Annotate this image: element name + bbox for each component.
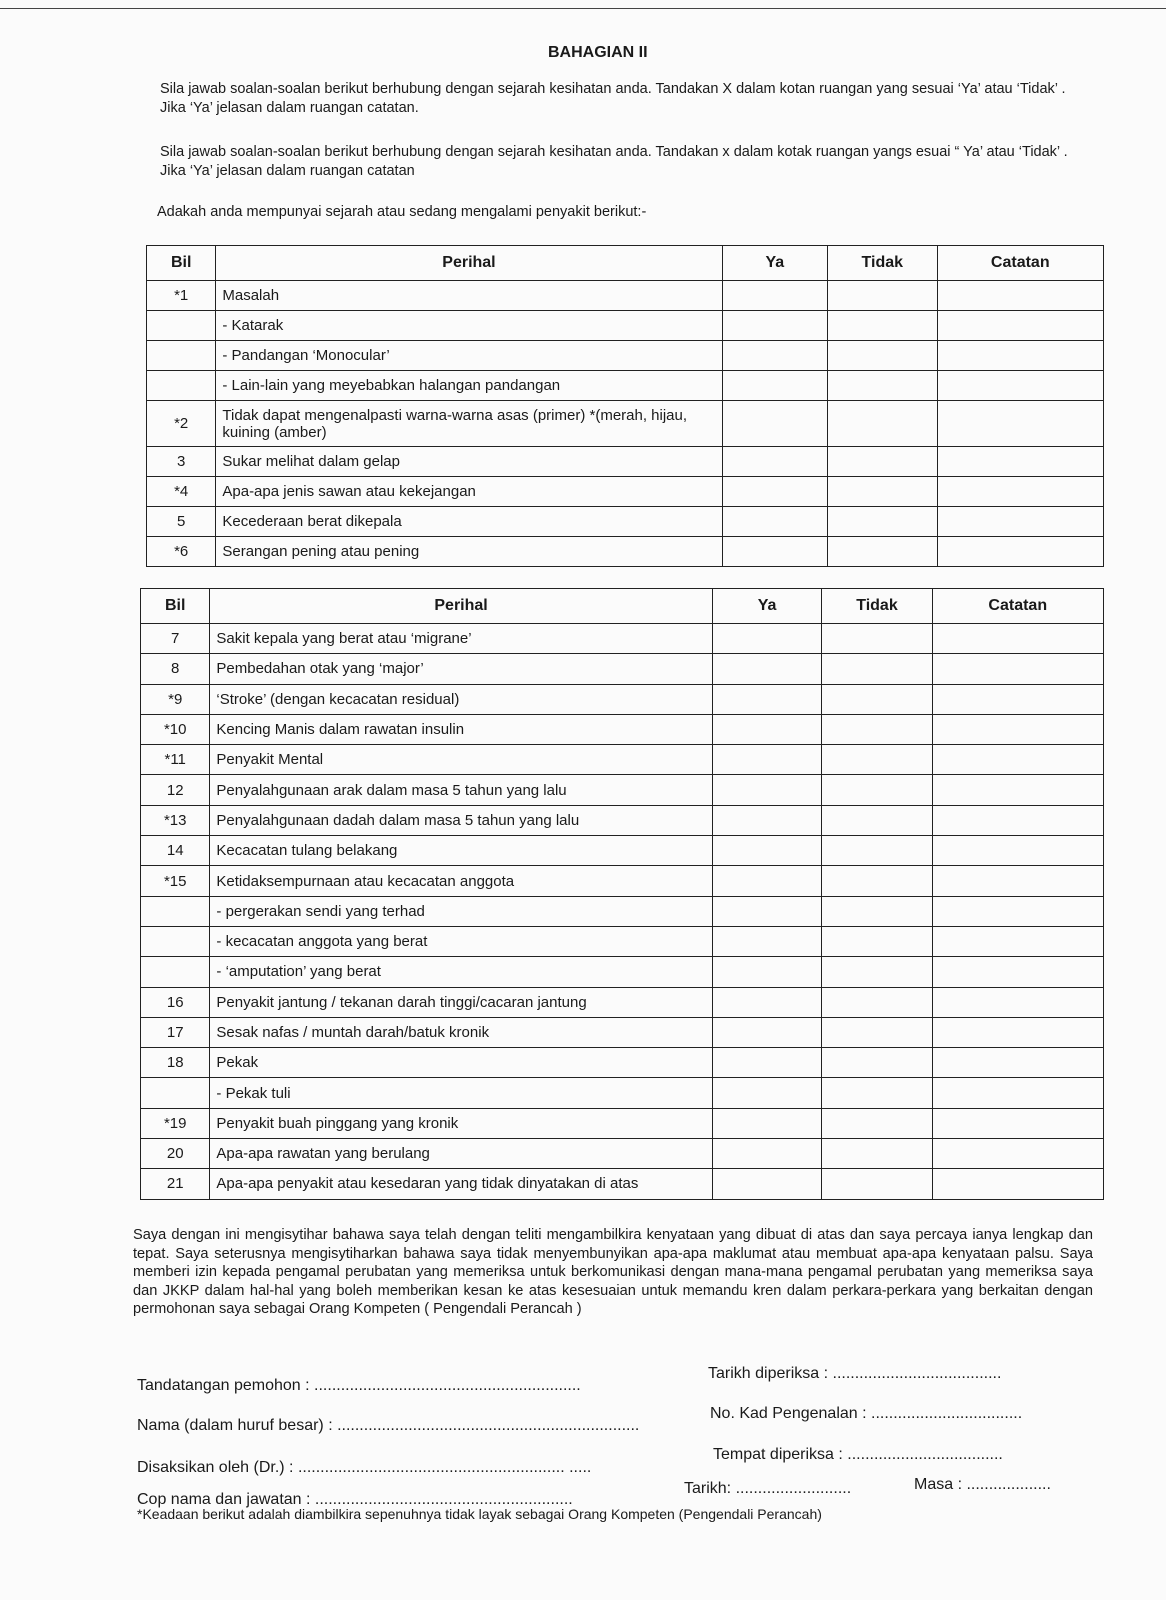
- tidak-checkbox-cell[interactable]: [822, 1139, 932, 1169]
- tidak-checkbox-cell[interactable]: [828, 477, 937, 507]
- tidak-checkbox-cell[interactable]: [828, 447, 937, 477]
- ya-checkbox-cell[interactable]: [712, 805, 822, 835]
- column-header: Catatan: [932, 589, 1103, 624]
- row-number: *11: [141, 745, 210, 775]
- ya-checkbox-cell[interactable]: [712, 654, 822, 684]
- tidak-checkbox-cell[interactable]: [828, 281, 937, 311]
- instruction-1: Sila jawab soalan-soalan berikut berhubung dengan sejarah kesihatan anda. Tandakan X dalam kotan ruangan yang sesuai ‘Ya’ atau ‘Tidak’ . Jika ‘Ya’ jelasan dalam ruangan catatan.: [160, 81, 1066, 116]
- catatan-cell[interactable]: [937, 537, 1103, 567]
- table-row: [141, 1108, 1104, 1138]
- table-row: [141, 805, 1104, 835]
- table-row: [147, 311, 1104, 341]
- row-number: *6: [147, 537, 216, 567]
- row-number: *4: [147, 477, 216, 507]
- row-description: Kecacatan tulang belakang: [210, 836, 712, 866]
- catatan-cell[interactable]: [937, 341, 1103, 371]
- catatan-cell[interactable]: [932, 836, 1103, 866]
- catatan-cell[interactable]: [932, 805, 1103, 835]
- tidak-checkbox-cell[interactable]: [822, 684, 932, 714]
- row-number: 16: [141, 987, 210, 1017]
- row-description: Serangan pening atau pening: [216, 537, 722, 567]
- row-number: [141, 926, 210, 956]
- catatan-cell[interactable]: [937, 401, 1103, 447]
- ya-checkbox-cell[interactable]: [712, 1169, 822, 1199]
- row-number: *19: [141, 1108, 210, 1138]
- row-description: Tidak dapat mengenalpasti warna-warna asas (primer) *(merah, hijau, kuining (amber): [216, 401, 722, 447]
- catatan-cell[interactable]: [932, 896, 1103, 926]
- ya-checkbox-cell[interactable]: [712, 926, 822, 956]
- table-row: [141, 745, 1104, 775]
- table-header-row: [147, 246, 1104, 281]
- catatan-cell[interactable]: [932, 745, 1103, 775]
- row-description: Penyakit Mental: [210, 745, 712, 775]
- row-number: 7: [141, 624, 210, 654]
- row-number: *2: [147, 401, 216, 447]
- ya-checkbox-cell[interactable]: [712, 1139, 822, 1169]
- ya-checkbox-cell[interactable]: [722, 401, 828, 447]
- column-header: Ya: [722, 246, 828, 281]
- table-row: [141, 1139, 1104, 1169]
- catatan-cell[interactable]: [937, 477, 1103, 507]
- row-number: 21: [141, 1169, 210, 1199]
- row-number: 14: [141, 836, 210, 866]
- row-description: Masalah: [216, 281, 722, 311]
- row-number: *15: [141, 866, 210, 896]
- row-number: [141, 896, 210, 926]
- catatan-cell[interactable]: [937, 311, 1103, 341]
- row-description: Pekak: [210, 1048, 712, 1078]
- tidak-checkbox-cell[interactable]: [822, 805, 932, 835]
- row-description: - pergerakan sendi yang terhad: [210, 896, 712, 926]
- table-row: [147, 447, 1104, 477]
- row-description: Penyalahgunaan dadah dalam masa 5 tahun yang lalu: [210, 805, 712, 835]
- catatan-cell[interactable]: [932, 1169, 1103, 1199]
- tidak-checkbox-cell[interactable]: [822, 775, 932, 805]
- time-field[interactable]: Masa : ...................: [914, 1476, 1051, 1493]
- date-field[interactable]: Tarikh: ..........................: [684, 1480, 852, 1497]
- table-row: [147, 507, 1104, 537]
- table-row: [141, 957, 1104, 987]
- ya-checkbox-cell[interactable]: [722, 281, 828, 311]
- row-description: Penyalahgunaan arak dalam masa 5 tahun yang lalu: [210, 775, 712, 805]
- row-number: 20: [141, 1139, 210, 1169]
- row-number: [141, 957, 210, 987]
- column-header: Ya: [712, 589, 822, 624]
- tidak-checkbox-cell[interactable]: [822, 624, 932, 654]
- catatan-cell[interactable]: [937, 371, 1103, 401]
- ya-checkbox-cell[interactable]: [712, 684, 822, 714]
- tidak-checkbox-cell[interactable]: [828, 341, 937, 371]
- table-row: [147, 477, 1104, 507]
- row-description: - Pandangan ‘Monocular’: [216, 341, 722, 371]
- table-row: [141, 866, 1104, 896]
- stamp-field[interactable]: Cop nama dan jawatan : ..........................................................: [137, 1491, 573, 1508]
- ya-checkbox-cell[interactable]: [712, 896, 822, 926]
- tidak-checkbox-cell[interactable]: [828, 371, 937, 401]
- top-border-line: [0, 8, 1166, 9]
- row-description: Kencing Manis dalam rawatan insulin: [210, 714, 712, 744]
- column-header: Bil: [141, 589, 210, 624]
- ya-checkbox-cell[interactable]: [712, 1108, 822, 1138]
- table-row: [147, 537, 1104, 567]
- ya-checkbox-cell[interactable]: [722, 477, 828, 507]
- place-examined-field[interactable]: Tempat diperiksa : ...................................: [713, 1446, 1003, 1463]
- ya-checkbox-cell[interactable]: [712, 745, 822, 775]
- row-description: Apa-apa jenis sawan atau kekejangan: [216, 477, 722, 507]
- row-description: Kecederaan berat dikepala: [216, 507, 722, 537]
- column-header: Bil: [147, 246, 216, 281]
- row-number: *1: [147, 281, 216, 311]
- row-description: Sesak nafas / muntah darah/batuk kronik: [210, 1017, 712, 1047]
- row-description: - ‘amputation’ yang berat: [210, 957, 712, 987]
- health-history-table-1: [146, 245, 1104, 567]
- ya-checkbox-cell[interactable]: [712, 1048, 822, 1078]
- table-row: [141, 624, 1104, 654]
- column-header: Perihal: [216, 246, 722, 281]
- table-row: [141, 684, 1104, 714]
- tidak-checkbox-cell[interactable]: [822, 1078, 932, 1108]
- tidak-checkbox-cell[interactable]: [822, 1017, 932, 1047]
- table-row: [147, 341, 1104, 371]
- ya-checkbox-cell[interactable]: [712, 775, 822, 805]
- catatan-cell[interactable]: [932, 957, 1103, 987]
- health-history-table-2: [140, 588, 1104, 1200]
- ya-checkbox-cell[interactable]: [722, 537, 828, 567]
- row-number: *13: [141, 805, 210, 835]
- tidak-checkbox-cell[interactable]: [822, 926, 932, 956]
- ya-checkbox-cell[interactable]: [712, 957, 822, 987]
- table-row: [147, 401, 1104, 447]
- tidak-checkbox-cell[interactable]: [822, 896, 932, 926]
- ya-checkbox-cell[interactable]: [712, 836, 822, 866]
- declaration-text: Saya dengan ini mengisytihar bahawa saya telah dengan teliti mengambilkira kenyataan yang dibuat di atas dan saya percaya ianya lengkap dan tepat. Saya seterusnya mengisytiharkan bahawa saya tidak menyembunyikan apa-apa maklumat atau membuat apa-apa kenyataan palsu. Saya memberi izin kepada pengamal perubatan yang memeriksa untuk berkomunikasi dengan mana-mana pengamal perubatan yang memeriksa saya dan JKKP dalam hal-hal yang boleh memberikan kesan ke atas kesesuaian untuk memandu kren dalam perkara-perkara yang berkaitan dengan permohonan saya sebagai Orang Kompeten ( Pengendali Perancah ): [133, 1227, 1093, 1317]
- column-header: Tidak: [828, 246, 937, 281]
- table-row: [141, 714, 1104, 744]
- row-number: [147, 311, 216, 341]
- tidak-checkbox-cell[interactable]: [828, 401, 937, 447]
- signature-field[interactable]: Tandatangan pemohon : ............................................................: [137, 1377, 581, 1394]
- ya-checkbox-cell[interactable]: [712, 714, 822, 744]
- catatan-cell[interactable]: [932, 866, 1103, 896]
- catatan-cell[interactable]: [932, 1108, 1103, 1138]
- row-number: 3: [147, 447, 216, 477]
- row-description: - Katarak: [216, 311, 722, 341]
- row-description: Ketidaksempurnaan atau kecacatan anggota: [210, 866, 712, 896]
- tidak-checkbox-cell[interactable]: [822, 957, 932, 987]
- tidak-checkbox-cell[interactable]: [828, 507, 937, 537]
- row-number: 17: [141, 1017, 210, 1047]
- table-row: [147, 371, 1104, 401]
- ya-checkbox-cell[interactable]: [712, 624, 822, 654]
- row-description: ‘Stroke’ (dengan kecacatan residual): [210, 684, 712, 714]
- row-number: *10: [141, 714, 210, 744]
- catatan-cell[interactable]: [932, 987, 1103, 1017]
- row-description: Apa-apa rawatan yang berulang: [210, 1139, 712, 1169]
- ya-checkbox-cell[interactable]: [712, 1017, 822, 1047]
- date-examined-field[interactable]: Tarikh diperiksa : ......................................: [708, 1365, 1002, 1382]
- witness-field[interactable]: Disaksikan oleh (Dr.) : ............................................................ .....: [137, 1459, 592, 1476]
- catatan-cell[interactable]: [932, 624, 1103, 654]
- table-row: [141, 775, 1104, 805]
- column-header: Catatan: [937, 246, 1103, 281]
- ya-checkbox-cell[interactable]: [722, 311, 828, 341]
- name-field[interactable]: Nama (dalam huruf besar) : ....................................................................: [137, 1417, 640, 1434]
- table-row: [147, 281, 1104, 311]
- footnote: *Keadaan berikut adalah diambilkira sepenuhnya tidak layak sebagai Orang Kompeten (Pengendali Perancah): [137, 1506, 822, 1522]
- row-number: 8: [141, 654, 210, 684]
- tidak-checkbox-cell[interactable]: [822, 1169, 932, 1199]
- catatan-cell[interactable]: [932, 714, 1103, 744]
- catatan-cell[interactable]: [932, 1048, 1103, 1078]
- section-title: BAHAGIAN II: [548, 44, 648, 61]
- row-number: 12: [141, 775, 210, 805]
- tidak-checkbox-cell[interactable]: [822, 866, 932, 896]
- row-description: Penyakit buah pinggang yang kronik: [210, 1108, 712, 1138]
- ya-checkbox-cell[interactable]: [722, 341, 828, 371]
- table-row: [141, 1048, 1104, 1078]
- catatan-cell[interactable]: [937, 281, 1103, 311]
- catatan-cell[interactable]: [937, 507, 1103, 537]
- tidak-checkbox-cell[interactable]: [822, 1048, 932, 1078]
- catatan-cell[interactable]: [932, 1078, 1103, 1108]
- table-row: [141, 987, 1104, 1017]
- table-row: [141, 926, 1104, 956]
- tidak-checkbox-cell[interactable]: [828, 311, 937, 341]
- tidak-checkbox-cell[interactable]: [822, 714, 932, 744]
- column-header: Tidak: [822, 589, 932, 624]
- row-description: - kecacatan anggota yang berat: [210, 926, 712, 956]
- catatan-cell[interactable]: [932, 926, 1103, 956]
- tidak-checkbox-cell[interactable]: [822, 1108, 932, 1138]
- tidak-checkbox-cell[interactable]: [822, 654, 932, 684]
- catatan-cell[interactable]: [932, 775, 1103, 805]
- ya-checkbox-cell[interactable]: [712, 1078, 822, 1108]
- table-row: [141, 836, 1104, 866]
- ya-checkbox-cell[interactable]: [722, 371, 828, 401]
- row-number: 18: [141, 1048, 210, 1078]
- catatan-cell[interactable]: [932, 1017, 1103, 1047]
- column-header: Perihal: [210, 589, 712, 624]
- row-description: Pembedahan otak yang ‘major’: [210, 654, 712, 684]
- row-number: [141, 1078, 210, 1108]
- row-description: Penyakit jantung / tekanan darah tinggi/cacaran jantung: [210, 987, 712, 1017]
- ic-number-field[interactable]: No. Kad Pengenalan : ..................................: [710, 1405, 1023, 1422]
- row-description: Sakit kepala yang berat atau ‘migrane’: [210, 624, 712, 654]
- table-row: [141, 654, 1104, 684]
- row-description: Sukar melihat dalam gelap: [216, 447, 722, 477]
- table-row: [141, 1169, 1104, 1199]
- row-number: [147, 371, 216, 401]
- catatan-cell[interactable]: [937, 447, 1103, 477]
- catatan-cell[interactable]: [932, 654, 1103, 684]
- ya-checkbox-cell[interactable]: [712, 866, 822, 896]
- row-description: - Lain-lain yang meyebabkan halangan pandangan: [216, 371, 722, 401]
- catatan-cell[interactable]: [932, 1139, 1103, 1169]
- row-description: Apa-apa penyakit atau kesedaran yang tidak dinyatakan di atas: [210, 1169, 712, 1199]
- row-number: 5: [147, 507, 216, 537]
- table-row: [141, 1017, 1104, 1047]
- tidak-checkbox-cell[interactable]: [822, 745, 932, 775]
- row-number: [147, 341, 216, 371]
- tidak-checkbox-cell[interactable]: [822, 987, 932, 1017]
- table-header-row: [141, 589, 1104, 624]
- ya-checkbox-cell[interactable]: [722, 507, 828, 537]
- catatan-cell[interactable]: [932, 684, 1103, 714]
- ya-checkbox-cell[interactable]: [712, 987, 822, 1017]
- tidak-checkbox-cell[interactable]: [828, 537, 937, 567]
- table-row: [141, 896, 1104, 926]
- tidak-checkbox-cell[interactable]: [822, 836, 932, 866]
- ya-checkbox-cell[interactable]: [722, 447, 828, 477]
- table-row: [141, 1078, 1104, 1108]
- row-number: *9: [141, 684, 210, 714]
- instruction-question: Adakah anda mempunyai sejarah atau sedang mengalami penyakit berikut:-: [157, 204, 647, 220]
- instruction-2: Sila jawab soalan-soalan berikut berhubung dengan sejarah kesihatan anda. Tandakan x dalam kotak ruangan yangs esuai “ Ya’ atau ‘Tidak’ . Jika ‘Ya’ jelasan dalam ruangan catatan: [160, 144, 1068, 179]
- row-description: - Pekak tuli: [210, 1078, 712, 1108]
